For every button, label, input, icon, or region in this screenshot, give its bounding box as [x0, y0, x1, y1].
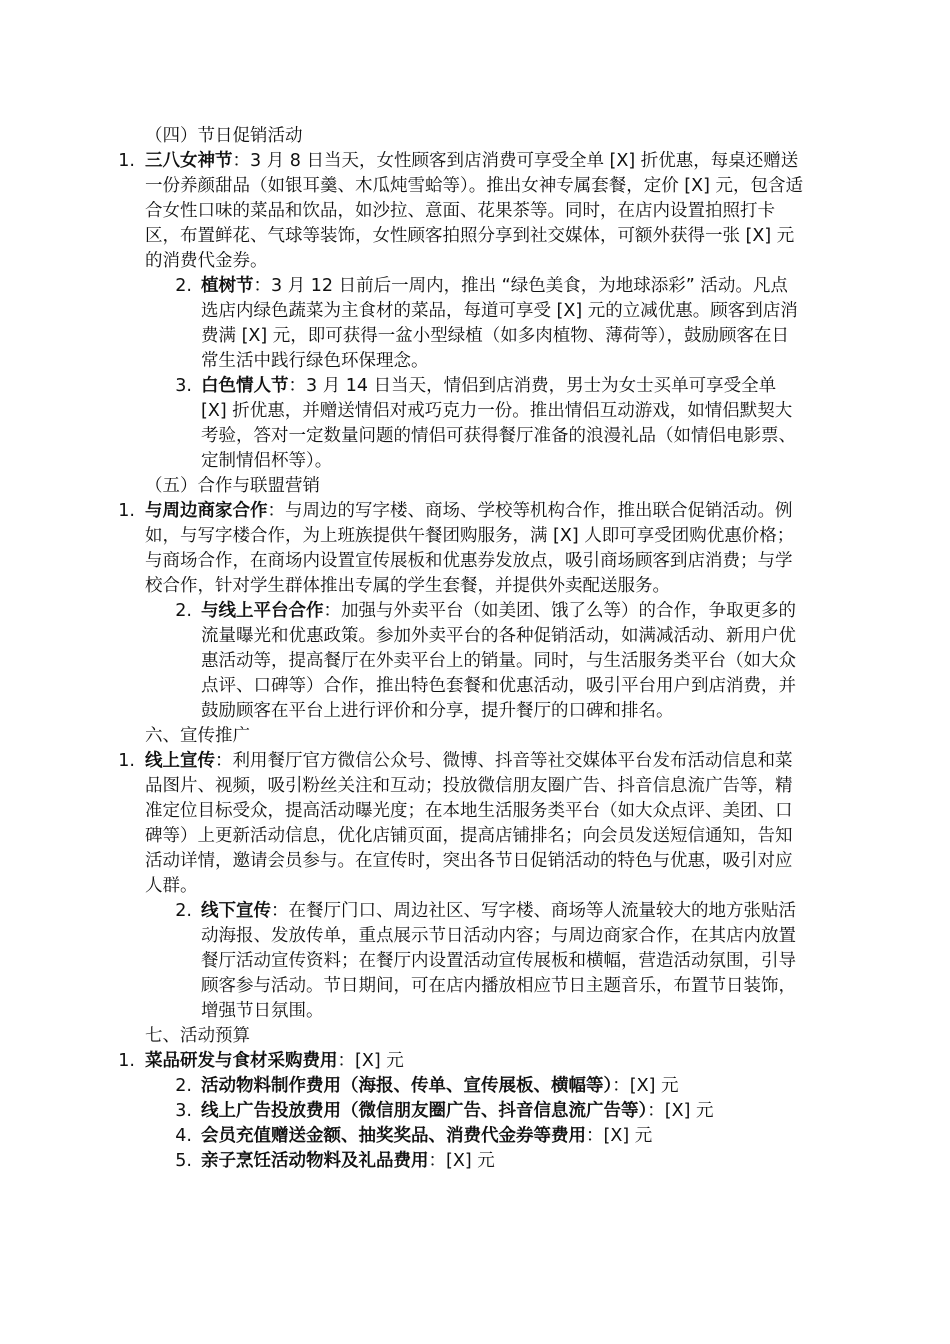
- item-title: 线上广告投放费用（微信朋友圈广告、抖音信息流广告等）: [201, 1101, 648, 1121]
- list-number: 4.: [175, 1126, 192, 1146]
- item-text: ：与周边的写字楼、商场、学校等机构合作，推出联合促销活动。例如，与写字楼合作，为上班族提供午餐团购服务，满 [X] 人即可享受团购优惠价格；与商场合作，在商场内设置宣传展板和优惠券发放点，吸引商场顾客到店消费；与学校合作，针对学生群体推出专属的学生套餐，并提供外卖配送服务。: [145, 501, 795, 596]
- list-item: [175, 1074, 801, 1099]
- item-title: 菜品研发与食材采购费用: [145, 1051, 338, 1071]
- item-text: ：3 月 14 日当天，情侣到店消费，男士为女士买单可享受全单 [X] 折优惠，并赠送情侣对戒巧克力一份。推出情侣互动游戏，如情侣默契大考验，答对一定数量问题的情侣可获得餐厅准备的浪漫礼品（如情侣电影票、定制情侣杯等）。: [201, 376, 796, 471]
- list-item: [175, 1149, 801, 1174]
- document-page: [0, 124, 950, 1174]
- list-number: 1.: [118, 501, 135, 521]
- item-title: 线下宣传: [201, 901, 271, 921]
- list-number: 3.: [175, 1101, 192, 1121]
- list-number: 2.: [175, 601, 192, 621]
- list-number: 1.: [118, 151, 135, 171]
- list-item: [118, 749, 805, 899]
- item-text: ：3 月 8 日当天，女性顾客到店消费可享受全单 [X] 折优惠，每桌还赠送一份养颜甜品（如银耳羹、木瓜炖雪蛤等）。推出女神专属套餐，定价 [X] 元，包含适合女性口味的菜品和饮品，如沙拉、意面、花果茶等。同时，在店内设置拍照打卡区，布置鲜花、气球等装饰，女性顾客拍照分享到社交媒体，可额外获得一张 [X] 元的消费代金券。: [145, 151, 804, 271]
- list-number: 2.: [175, 901, 192, 921]
- list-item: [118, 499, 805, 599]
- item-text: ：加强与外卖平台（如美团、饿了么等）的合作，争取更多的流量曝光和优惠政策。参加外卖平台的各种促销活动，如满减活动、新用户优惠活动等，提高餐厅在外卖平台上的销量。同时，与生活服务类平台（如大众点评、口碑等）合作，推出特色套餐和优惠活动，吸引平台用户到店消费，并鼓励顾客在平台上进行评价和分享，提升餐厅的口碑和排名。: [201, 601, 796, 721]
- list-item: [118, 1049, 805, 1074]
- list-item: [118, 149, 805, 274]
- item-title: 会员充值赠送金额、抽奖奖品、消费代金券等费用: [201, 1126, 586, 1146]
- item-text: ：利用餐厅官方微信公众号、微博、抖音等社交媒体平台发布活动信息和菜品图片、视频，吸引粉丝关注和互动；投放微信朋友圈广告、抖音信息流广告等，精准定位目标受众，提高活动曝光度；在本地生活服务类平台（如大众点评、美团、口碑等）上更新活动信息，优化店铺页面，提高店铺排名；向会员发送短信通知，告知活动详情，邀请会员参与。在宣传时，突出各节日促销活动的特色与优惠，吸引对应人群。: [145, 751, 793, 896]
- item-title: 与周边商家合作: [145, 501, 268, 521]
- item-title: 三八女神节: [145, 151, 233, 171]
- list-item: [175, 599, 799, 724]
- list-item: [175, 274, 799, 374]
- item-text: ：[X] 元: [428, 1151, 495, 1171]
- section-heading-budget: 七、活动预算: [145, 1026, 250, 1046]
- section-heading-promotion: 六、宣传推广: [145, 726, 250, 746]
- item-title: 植树节: [201, 276, 254, 296]
- item-text: ：[X] 元: [612, 1076, 679, 1096]
- list-number: 3.: [175, 376, 192, 396]
- item-title: 亲子烹饪活动物料及礼品费用: [201, 1151, 429, 1171]
- section-heading-holiday-promotions: （四）节日促销活动: [145, 126, 303, 146]
- item-title: 活动物料制作费用（海报、传单、宣传展板、横幅等）: [201, 1076, 613, 1096]
- section-heading-partnership-marketing: （五）合作与联盟营销: [145, 476, 320, 496]
- item-text: ：[X] 元: [337, 1051, 404, 1071]
- list-item: [175, 899, 799, 1024]
- list-number: 1.: [118, 1051, 135, 1071]
- item-text: ：[X] 元: [647, 1101, 714, 1121]
- item-title: 白色情人节: [201, 376, 289, 396]
- list-number: 1.: [118, 751, 135, 771]
- budget-section: [0, 1024, 950, 1174]
- list-item: [175, 374, 799, 474]
- item-text: ：在餐厅门口、周边社区、写字楼、商场等人流量较大的地方张贴活动海报、发放传单，重点展示节日活动内容；与周边商家合作，在其店内放置餐厅活动宣传资料；在餐厅内设置活动宣传展板和横幅，营造活动氛围，引导顾客参与活动。节日期间，可在店内播放相应节日主题音乐，布置节日装饰，增强节日氛围。: [201, 901, 796, 1021]
- item-text: ：3 月 12 日前后一周内，推出 “绿色美食，为地球添彩” 活动。凡点选店内绿色蔬菜为主食材的菜品，每道可享受 [X] 元的立减优惠。顾客到店消费满 [X] 元，即可获得一盆小型绿植（如多肉植物、薄荷等），鼓励顾客在日常生活中践行绿色环保理念。: [201, 276, 798, 371]
- item-text: ：[X] 元: [586, 1126, 653, 1146]
- list-item: [175, 1099, 801, 1124]
- list-number: 5.: [175, 1151, 192, 1171]
- item-title: 与线上平台合作: [201, 601, 324, 621]
- list-number: 2.: [175, 1076, 192, 1096]
- list-number: 2.: [175, 276, 192, 296]
- list-item: [175, 1124, 801, 1149]
- item-title: 线上宣传: [145, 751, 215, 771]
